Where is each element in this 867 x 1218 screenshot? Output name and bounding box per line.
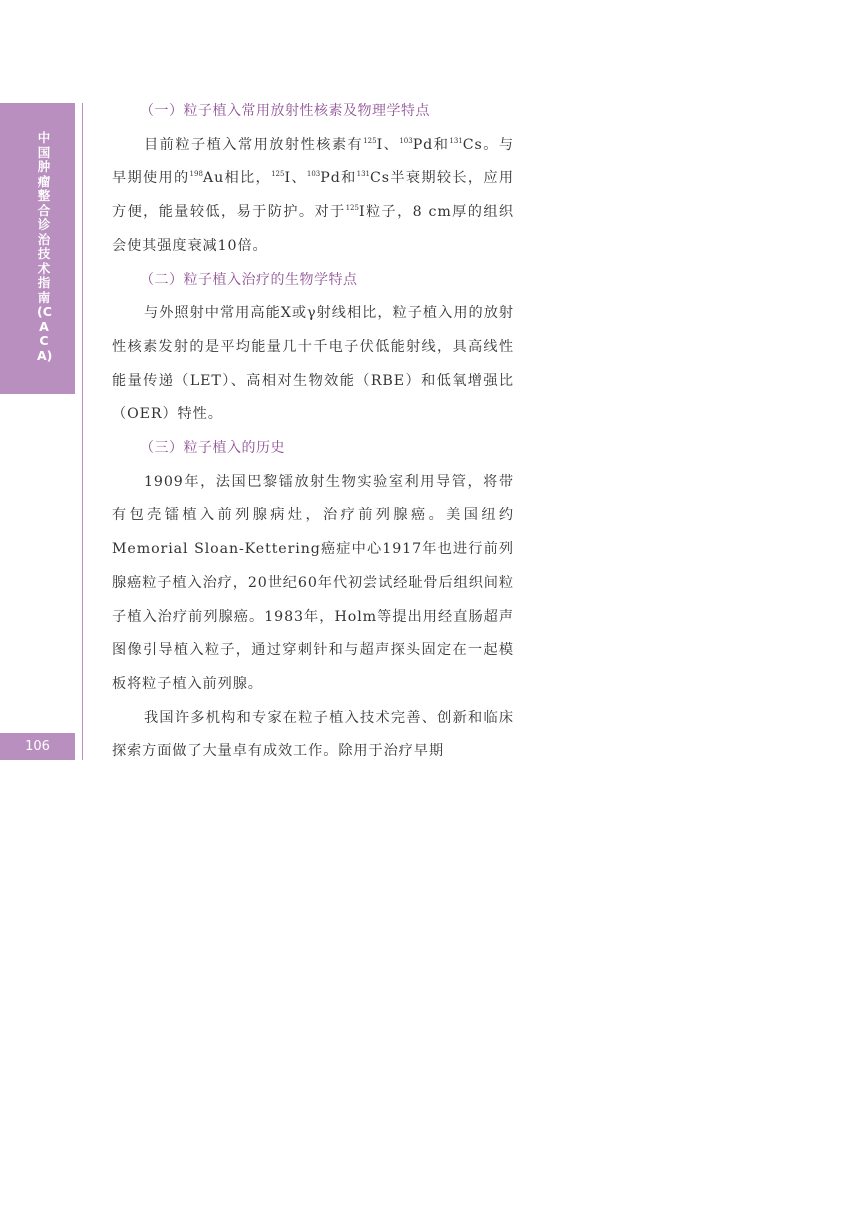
page-number: 106 [0, 733, 75, 760]
page-body [112, 95, 514, 769]
section-heading-1: （一）粒子植入常用放射性核素及物理学特点 [140, 103, 430, 119]
section-2-paragraph: 与外照射中常用高能X或γ射线相比，粒子植入用的放射性核素发射的是平均能量几十千电子伏低能射线，具高线性能量传递（LET）、高相对生物效能（RBE）和低氧增强比（OER）特性。 [112, 305, 514, 423]
margin-divider-line [82, 103, 83, 760]
section-heading-2: （二）粒子植入治疗的生物学特点 [140, 271, 358, 288]
section-heading-3: （三）粒子植入的历史 [140, 440, 285, 457]
section-1-paragraph: 目前粒子植入常用放射性核素有$^{125}$I、$^{103}$Pd和$^{131}$Cs。与早期使用的$^{198}$Au相比，$^{125}$I、$^{103}$Pd和$^{131}$Cs半衰期较长，应用方便，能量较低，易于防护。对于$^{125}$I粒子，8 cm厚的组织会使其强度衰减10倍。 [112, 136, 514, 254]
section-3-paragraph-2: 我国许多机构和专家在粒子植入技术完善、创新和临床探索方面做了大量卓有成效工作。除用于治疗早期 [112, 709, 514, 760]
sidebar-book-title: 中国肿瘤整合诊治技术指南(CACA) [37, 130, 53, 363]
section-3-paragraph-1: 1909年，法国巴黎镭放射生物实验室利用导管，将带有包壳镭植入前列腺病灶，治疗前列腺癌。美国纽约Memorial Sloan-Kettering癌症中心1917年也进行前列腺癌粒子植入治疗，20世纪60年代初尝试经耻骨后组织间粒子植入治疗前列腺癌。1983年，Holm等提出用经直肠超声图像引导植入粒子，通过穿刺针和与超声探头固定在一起模板将粒子植入前列腺。 [112, 473, 514, 692]
